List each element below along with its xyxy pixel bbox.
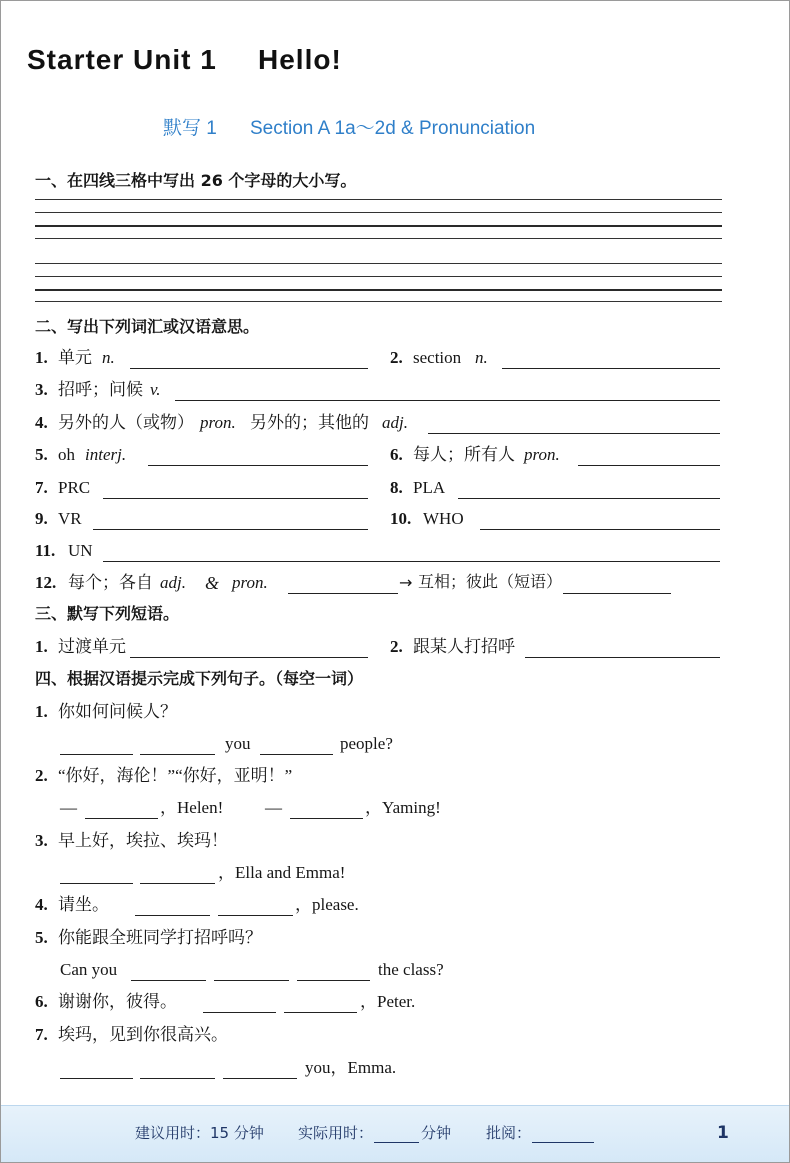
item-number: 2.: [35, 766, 48, 785]
section-subtitle: Section A 1a～2d & Pronunciation: [250, 118, 536, 139]
answer-blank: [135, 915, 210, 916]
four-line-grid: [35, 263, 722, 303]
answer-blank: [563, 593, 671, 594]
actual-time-blank: [374, 1142, 419, 1143]
sentence-prompt: “你好，海伦！”“你好，亚明！”: [58, 766, 293, 785]
answer-blank: [223, 1078, 297, 1079]
item-number: 7.: [35, 1025, 48, 1044]
phrase-row: [0, 635, 790, 659]
vocab-term: WHO: [423, 509, 464, 528]
part-of-speech: n.: [475, 348, 488, 367]
answer-blank: [60, 883, 133, 884]
sentence-fragment: ，Peter.: [360, 992, 416, 1011]
item-number: 4.: [35, 895, 48, 914]
sentence-fragment: you: [225, 734, 251, 753]
four-line-grid-line: [35, 212, 722, 213]
vocab-row: [0, 346, 790, 370]
vocab-term: 每人；所有人: [413, 445, 515, 464]
review-label: 批阅：: [486, 1124, 532, 1142]
answer-blank: [203, 1012, 276, 1013]
part-of-speech: adj.: [382, 413, 408, 432]
vocab-term-secondary: 互相；彼此（短语）: [418, 574, 563, 591]
sentence-fragment: ，please.: [295, 895, 359, 914]
arrow-icon: →: [399, 573, 413, 592]
item-number: 3.: [35, 380, 48, 399]
vocab-term: UN: [68, 541, 93, 560]
actual-time-unit: 分钟: [421, 1124, 452, 1142]
item-number: 1.: [35, 702, 48, 721]
answer-blank: [148, 465, 368, 466]
answer-blank: [93, 529, 368, 530]
vocab-term: VR: [58, 509, 82, 528]
vocab-term: PLA: [413, 478, 446, 497]
item-number: 12.: [35, 573, 57, 592]
answer-blank: [284, 1012, 357, 1013]
sentence-row: [0, 990, 790, 1014]
dialogue-dash: —: [60, 798, 77, 817]
item-number: 8.: [390, 478, 403, 497]
vocab-term: PRC: [58, 478, 91, 497]
vocab-term: 招呼；问候: [58, 380, 143, 399]
footer-row: [0, 1121, 790, 1145]
item-number: 6.: [35, 992, 48, 1011]
part4-heading: 四、根据汉语提示完成下列句子。（每空一词）: [35, 669, 364, 688]
answer-blank: [428, 433, 720, 434]
answer-blank: [480, 529, 720, 530]
answer-blank: [578, 465, 720, 466]
answer-blank: [297, 980, 370, 981]
vocab-row: [0, 539, 790, 563]
item-number: 10.: [390, 509, 412, 528]
answer-blank: [103, 498, 368, 499]
vocab-term-secondary: 另外的；其他的: [250, 413, 369, 432]
four-line-grid-line: [35, 238, 722, 239]
part3-heading-row: [0, 602, 790, 626]
item-number: 3.: [35, 831, 48, 850]
phrase-term: 过渡单元: [58, 637, 126, 656]
sentence-fragment: you，Emma.: [305, 1058, 397, 1077]
answer-blank: [290, 818, 363, 819]
footer-band: [1, 1105, 789, 1163]
sentence-row: [0, 893, 790, 917]
part-of-speech: adj.: [160, 573, 186, 592]
answer-blank: [260, 754, 333, 755]
vocab-row: [0, 443, 790, 467]
sentence-answer-row: [0, 861, 790, 885]
vocab-term: section: [413, 348, 462, 367]
vocab-row: [0, 571, 790, 595]
vocab-term: 每个；各自: [68, 573, 153, 592]
sentence-prompt: 你能跟全班同学打招呼吗？: [58, 928, 262, 947]
four-line-grid-line: [35, 199, 722, 200]
item-number: 1.: [35, 348, 48, 367]
part3-heading: 三、默写下列短语。: [35, 604, 180, 623]
four-line-grid-line: [35, 276, 722, 277]
vocab-term: 单元: [58, 348, 92, 367]
answer-blank: [140, 1078, 215, 1079]
four-line-grid-line: [35, 263, 722, 264]
item-number: 2.: [390, 348, 403, 367]
four-line-grid-baseline: [35, 289, 722, 291]
page-number: 1: [717, 1123, 729, 1143]
phrase-term: 跟某人打招呼: [413, 637, 515, 656]
sentence-answer-row: [0, 1056, 790, 1080]
sentence-prompt: 请坐。: [58, 895, 109, 914]
part-of-speech: pron.: [232, 573, 268, 592]
answer-blank: [103, 561, 720, 562]
sentence-fragment: the class?: [378, 960, 444, 979]
four-line-grid: [35, 199, 722, 239]
answer-blank: [60, 754, 133, 755]
sentence-fragment: ，Yaming!: [365, 798, 441, 817]
item-number: 6.: [390, 445, 403, 464]
vocab-term: 另外的人（或物）: [58, 413, 194, 432]
sentence-prompt-row: [0, 1023, 790, 1047]
vocab-row: [0, 378, 790, 402]
unit-label: Starter Unit 1: [27, 44, 217, 75]
part-of-speech: pron.: [524, 445, 560, 464]
answer-blank: [458, 498, 720, 499]
sentence-answer-row: [0, 796, 790, 820]
review-blank: [532, 1142, 594, 1143]
part1-heading: 一、在四线三格中写出 26 个字母的大小写。: [35, 171, 357, 190]
dictation-label: 默写 1: [163, 118, 217, 139]
answer-blank: [131, 980, 206, 981]
vocab-row: [0, 476, 790, 500]
answer-blank: [60, 1078, 133, 1079]
sentence-prompt: 你如何问候人？: [58, 702, 177, 721]
actual-time-label: 实际用时：: [298, 1124, 374, 1142]
sentence-prompt: 早上好，埃拉、埃玛！: [58, 831, 228, 850]
four-line-grid-line: [35, 301, 722, 302]
sentence-prompt-row: [0, 700, 790, 724]
sentence-fragment: people?: [340, 734, 393, 753]
answer-blank: [85, 818, 158, 819]
answer-blank: [140, 754, 215, 755]
sentence-prompt-row: [0, 764, 790, 788]
sentence-fragment: Can you: [60, 960, 118, 979]
item-number: 9.: [35, 509, 48, 528]
answer-blank: [214, 980, 289, 981]
sentence-fragment: ，Ella and Emma!: [218, 863, 346, 882]
sentence-prompt-row: [0, 926, 790, 950]
sentence-answer-row: [0, 958, 790, 982]
part-of-speech: interj.: [85, 445, 127, 464]
part-of-speech: pron.: [200, 413, 236, 432]
item-number: 5.: [35, 928, 48, 947]
part2-heading: 二、写出下列词汇或汉语意思。: [35, 317, 260, 336]
unit-title: Hello!: [258, 44, 342, 75]
answer-blank: [525, 657, 720, 658]
item-number: 1.: [35, 637, 48, 656]
item-number: 11.: [35, 541, 56, 560]
sentence-prompt-row: [0, 829, 790, 853]
dialogue-dash: —: [265, 798, 282, 817]
four-line-grid-baseline: [35, 225, 722, 227]
answer-blank: [218, 915, 293, 916]
answer-blank: [288, 593, 398, 594]
item-number: 4.: [35, 413, 48, 432]
answer-blank: [130, 368, 368, 369]
part2-heading-row: [0, 315, 790, 339]
answer-blank: [130, 657, 368, 658]
ampersand: &: [205, 573, 220, 593]
part1-heading-row: [0, 169, 790, 193]
item-number: 2.: [390, 637, 403, 656]
answer-blank: [140, 883, 215, 884]
part4-heading-row: [0, 667, 790, 691]
vocab-row: [0, 507, 790, 531]
part-of-speech: v.: [150, 380, 161, 399]
sentence-answer-row: [0, 732, 790, 756]
answer-blank: [175, 400, 720, 401]
sentence-prompt: 埃玛，见到你很高兴。: [58, 1025, 228, 1044]
suggested-time: 建议用时：15 分钟: [135, 1124, 264, 1142]
vocab-row: [0, 411, 790, 435]
item-number: 5.: [35, 445, 48, 464]
answer-blank: [502, 368, 720, 369]
item-number: 7.: [35, 478, 48, 497]
sentence-prompt: 谢谢你，彼得。: [58, 992, 177, 1011]
sentence-fragment: ，Helen!: [160, 798, 224, 817]
vocab-term: oh: [58, 445, 75, 464]
part-of-speech: n.: [102, 348, 115, 367]
